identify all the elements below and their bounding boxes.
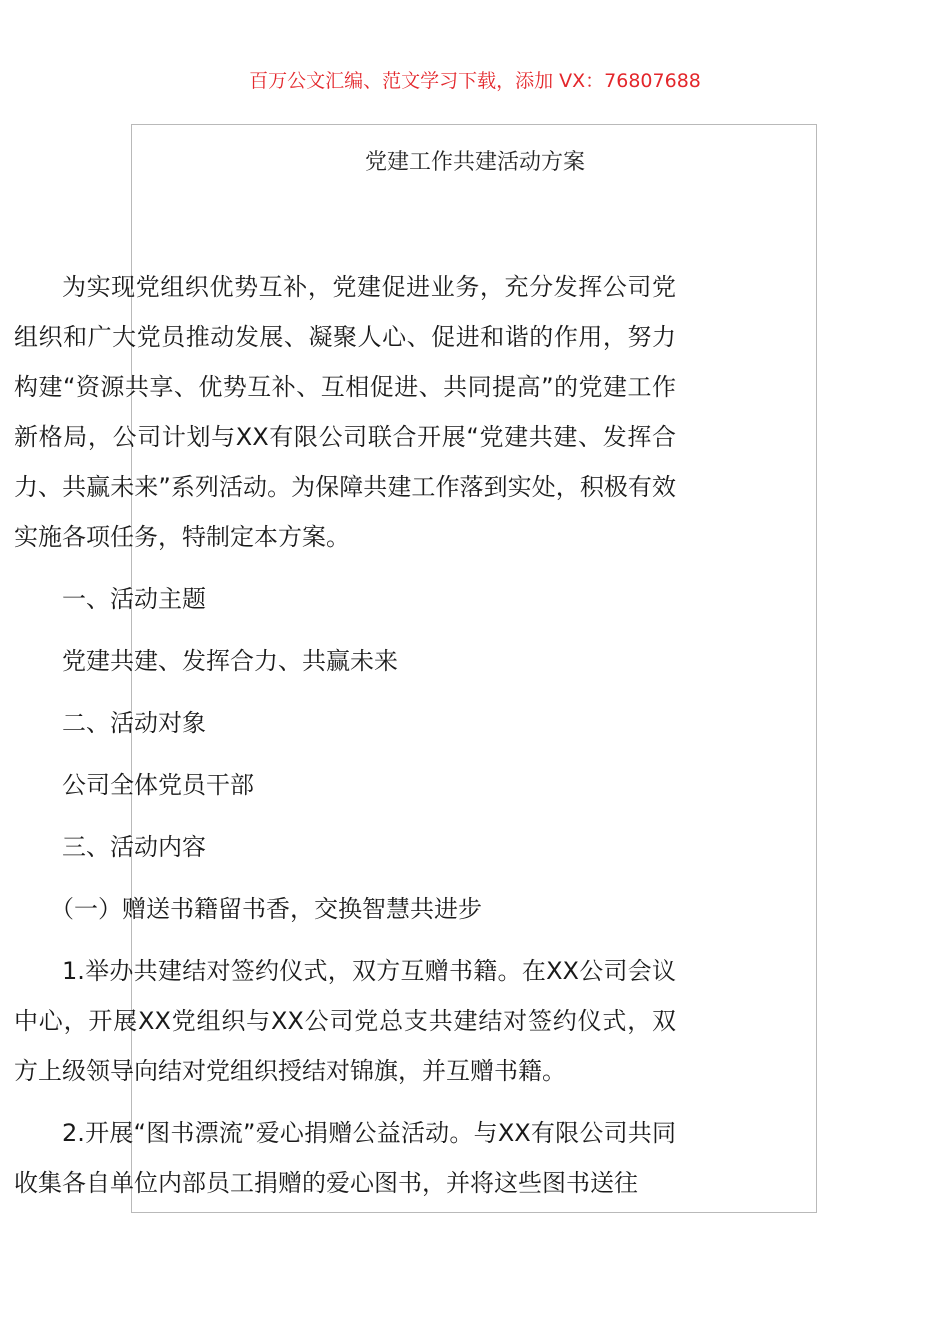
section-text-theme: 党建共建、发挥合力、共赢未来 [62,647,398,675]
list-item-signing-ceremony: 1.举办共建结对签约仪式，双方互赠书籍。在XX公司会议中心，开展XX党组织与XX公司党总支共建结对签约仪式，双方上级领导向结对党组织授结对锦旗，并互赠书籍。 [14,957,676,1085]
intro-paragraph: 为实现党组织优势互补，党建促进业务，充分发挥公司党组织和广大党员推动发展、凝聚人心、促进和谐的作用，努力构建“资源共享、优势互补、互相促进、共同提高”的党建工作新格局，公司计划与XX有限公司联合开展“党建共建、发挥合力、共赢未来”系列活动。为保障共建工作落到实处，积极有效实施各项任务，特制定本方案。 [14,273,676,551]
document-title: 党建工作共建活动方案 [364,150,585,175]
subsection-heading-books: （一）赠送书籍留书香，交换智慧共进步 [50,895,482,923]
header-watermark-note: 百万公文汇编、范文学习下载，添加 VX：76807688 [249,70,701,92]
section-text-target: 公司全体党员干部 [62,771,254,799]
section-heading-target: 二、活动对象 [62,709,206,737]
list-item-book-drifting: 2.开展“图书漂流”爱心捐赠公益活动。与XX有限公司共同收集各自单位内部员工捐赠的爱心图书，并将这些图书送往 [14,1119,676,1197]
section-heading-content: 三、活动内容 [62,833,206,861]
section-heading-theme: 一、活动主题 [62,585,206,613]
document-body [14,262,676,1208]
